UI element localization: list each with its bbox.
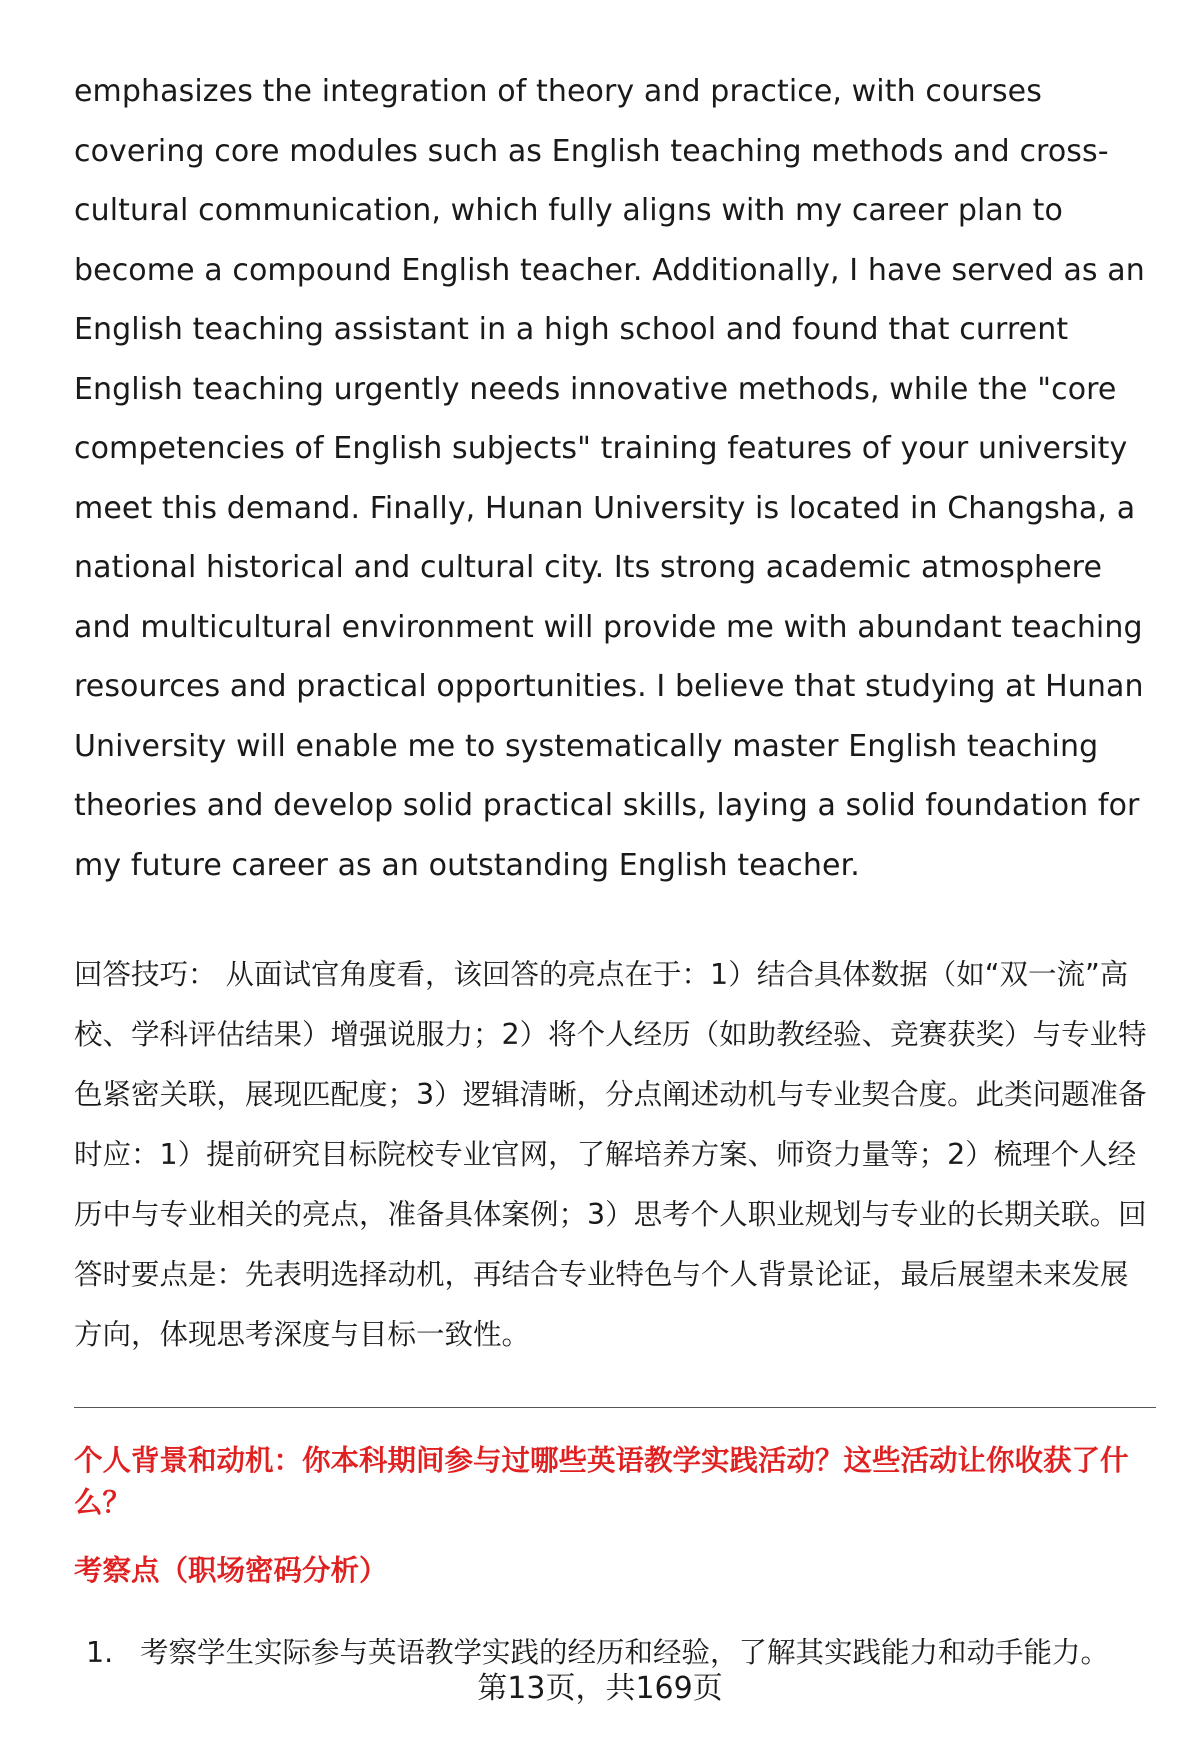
list-item-number: 1. — [86, 1636, 114, 1669]
question-heading: 个人背景和动机：你本科期间参与过哪些英语教学实践活动？这些活动让你收获了什么？ — [74, 1444, 1129, 1519]
section-divider — [74, 1407, 1156, 1408]
assessment-heading: 考察点（职场密码分析） — [74, 1554, 388, 1587]
page-number-footer: 第13页，共169页 — [477, 1671, 723, 1706]
answer-tips-paragraph: 回答技巧： 从面试官角度看，该回答的亮点在于：1）结合具体数据（如“双一流”高校、学科评估结果）增强说服力；2）将个人经历（如助教经验、竞赛获奖）与专业特色紧密关联，展现匹配度；3）逻辑清晰，分点阐述动机与专业契合度。此类问题准备时应：1）提前研究目标院校专业官网，了解培养方案、师资力量等；2）梳理个人经历中与专业相关的亮点，准备具体案例；3）思考个人职业规划与专业的长期关联。回答时要点是：先表明选择动机，再结合专业特色与个人背景论证，最后展望未来发展方向，体现思考深度与目标一致性。 — [74, 958, 1147, 1351]
document-page — [74, 62, 1156, 1674]
sample-answer-paragraph: emphasizes the integration of theory and practice, with courses covering core modules such as English teaching methods and cross-cultural communication, which fully aligns with my career plan to become a compound English teacher. Additionally, I have served as an English teaching assistant in a high school and found that current English teaching urgently needs innovative methods, while the "core competencies of English subjects" training features of your university meet this demand. Finally, Hunan University is located in Changsha, a national historical and cultural city. Its strong academic atmosphere and multicultural environment will provide me with abundant teaching resources and practical opportunities. I believe that studying at Hunan University will enable me to systematically master English teaching theories and develop solid practical skills, laying a solid foundation for my future career as an outstanding English teacher. — [74, 74, 1145, 883]
list-item-text: 考察学生实际参与英语教学实践的经历和经验，了解其实践能力和动手能力。 — [140, 1636, 1110, 1669]
